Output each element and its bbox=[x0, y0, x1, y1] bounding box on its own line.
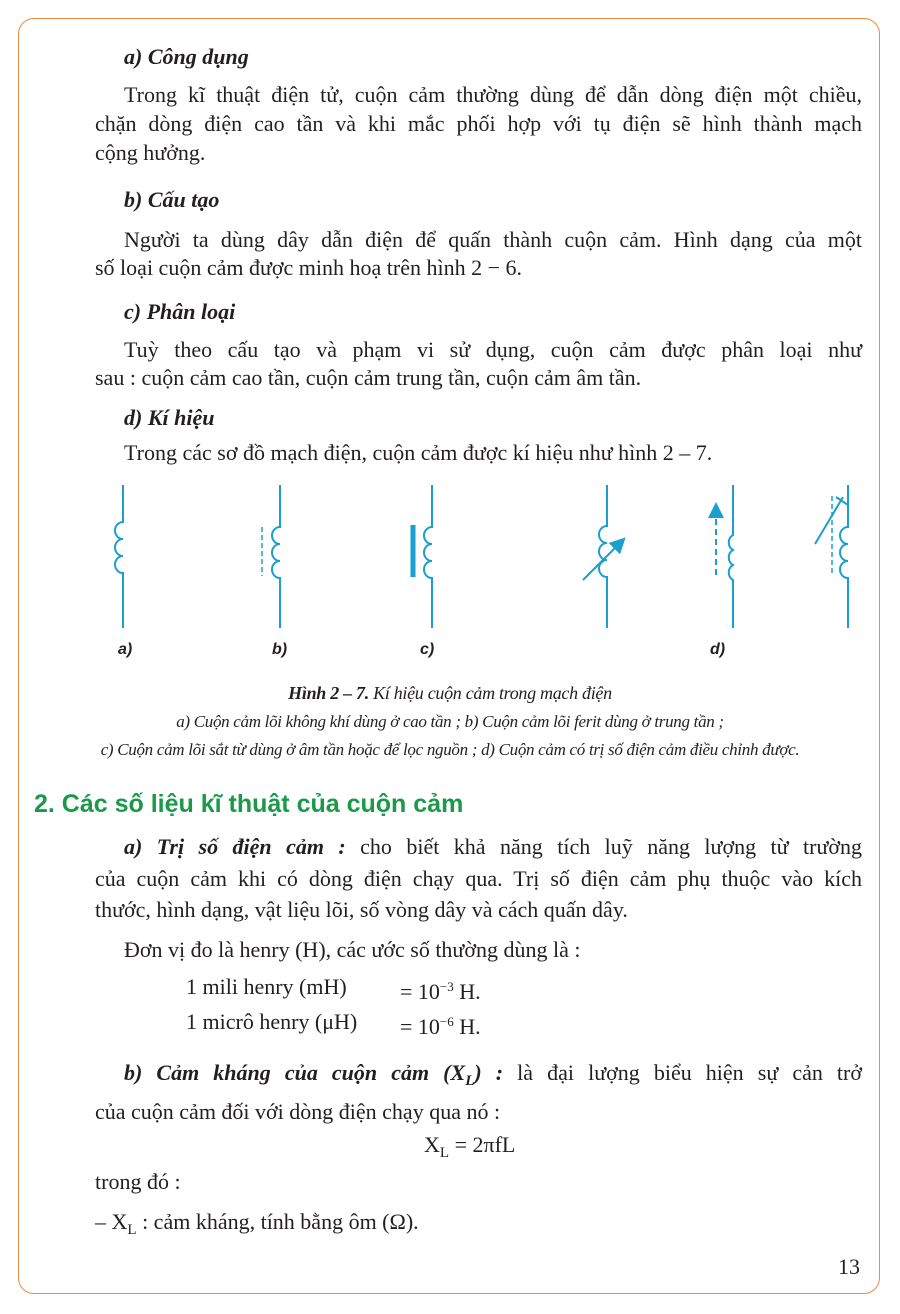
unit: H. bbox=[453, 1014, 481, 1039]
paragraph-line: sau : cuộn cảm cao tần, cuộn cảm trung tần, cuộn cảm âm tần. bbox=[95, 365, 642, 390]
inductor-symbols-figure bbox=[0, 0, 900, 640]
paragraph-line: Tuỳ theo cấu tạo và phạm vi sử dụng, cuộn cảm được phân loại như bbox=[124, 337, 862, 362]
caption-number: Hình 2 – 7. bbox=[288, 683, 369, 703]
definition-item bbox=[95, 1209, 419, 1243]
subscript: L bbox=[127, 1222, 137, 1238]
value: = 10 bbox=[400, 979, 440, 1004]
section-heading: 2. Các số liệu kĩ thuật của cuộn cảm bbox=[34, 790, 464, 818]
text: là đại lượng biểu hiện sự cản trở bbox=[503, 1060, 863, 1085]
trimmer-inductor-symbol bbox=[815, 485, 848, 628]
paragraph-line: cộng hưởng. bbox=[95, 140, 206, 165]
paragraph-line: Trong kĩ thuật điện tử, cuộn cảm thường dùng để dẫn dòng điện một chiều, bbox=[124, 82, 862, 107]
unit-mH-value bbox=[400, 974, 481, 1005]
exponent: −6 bbox=[439, 1014, 454, 1029]
term-reactance bbox=[124, 1060, 504, 1089]
text: b) Cảm kháng của cuộn cảm (X bbox=[124, 1060, 466, 1085]
air-core-inductor-symbol bbox=[115, 485, 123, 628]
text: cho biết khả năng tích luỹ năng lượng từ trường bbox=[345, 834, 862, 859]
paragraph-line: thước, hình dạng, vật liệu lõi, số vòng dây và cách quấn dây. bbox=[95, 897, 628, 922]
paragraph-line bbox=[124, 1060, 862, 1094]
unit-uH-value bbox=[400, 1009, 481, 1040]
paragraph-line bbox=[124, 834, 862, 860]
figure-label-c: c) bbox=[420, 641, 435, 658]
exponent: −3 bbox=[439, 979, 454, 994]
text: – X bbox=[95, 1209, 128, 1234]
subscript: L bbox=[465, 1073, 475, 1089]
figure-caption-line: c) Cuộn cảm lõi sắt từ dùng ở âm tần hoặc để lọc nguồn ; d) Cuộn cảm có trị số điện cảm điều chỉnh được. bbox=[100, 740, 800, 759]
figure-caption-title bbox=[30, 682, 870, 704]
text: ) : bbox=[474, 1060, 504, 1085]
value: = 10 bbox=[400, 1014, 440, 1039]
adjustable-core-inductor-symbol bbox=[716, 485, 733, 628]
reactance-formula bbox=[424, 1132, 515, 1166]
text: : cảm kháng, tính bằng ôm (Ω). bbox=[136, 1209, 419, 1234]
caption-text: Kí hiệu cuộn cảm trong mạch điện bbox=[373, 683, 612, 703]
term-inductance: a) Trị số điện cảm : bbox=[124, 834, 346, 859]
figure-label-b: b) bbox=[272, 641, 288, 658]
text: X bbox=[424, 1132, 440, 1157]
heading-structure: b) Cấu tạo bbox=[124, 187, 220, 212]
page-number: 13 bbox=[838, 1254, 860, 1279]
variable-inductor-symbol bbox=[583, 485, 620, 628]
paragraph-line: chặn dòng điện cao tần và khi mắc phối hợp với tụ điện sẽ hình thành mạch bbox=[95, 111, 862, 136]
figure-label-a: a) bbox=[118, 641, 133, 658]
figure-caption-line: a) Cuộn cảm lõi không khí dùng ở cao tần ; b) Cuộn cảm lõi ferit dùng ở trung tần ; bbox=[176, 712, 724, 731]
text: = 2πfL bbox=[449, 1132, 516, 1157]
iron-core-inductor-symbol bbox=[413, 485, 432, 628]
heading-classification: c) Phân loại bbox=[124, 299, 236, 324]
paragraph-line: trong đó : bbox=[95, 1169, 181, 1194]
figure-label-d: d) bbox=[710, 641, 726, 658]
paragraph-line: số loại cuộn cảm được minh hoạ trên hình 2 − 6. bbox=[95, 255, 522, 280]
paragraph-line: Người ta dùng dây dẫn điện để quấn thành cuộn cảm. Hình dạng của một bbox=[124, 227, 862, 252]
unit-mH-label: 1 mili henry (mH) bbox=[186, 974, 347, 999]
ferrite-core-inductor-symbol bbox=[262, 485, 280, 628]
paragraph-line: Đơn vị đo là henry (H), các ước số thường dùng là : bbox=[124, 937, 581, 962]
heading-uses: a) Công dụng bbox=[124, 44, 249, 69]
paragraph-line: của cuộn cảm đối với dòng điện chạy qua nó : bbox=[95, 1099, 501, 1124]
paragraph-line: Trong các sơ đồ mạch điện, cuộn cảm được kí hiệu như hình 2 – 7. bbox=[124, 440, 713, 465]
unit: H. bbox=[453, 979, 481, 1004]
paragraph-line: của cuộn cảm khi có dòng điện chạy qua. Trị số điện cảm phụ thuộc vào kích bbox=[95, 866, 862, 891]
subscript: L bbox=[439, 1145, 450, 1161]
unit-uH-label: 1 micrô henry (μH) bbox=[186, 1009, 358, 1034]
heading-symbol: d) Kí hiệu bbox=[124, 405, 215, 430]
